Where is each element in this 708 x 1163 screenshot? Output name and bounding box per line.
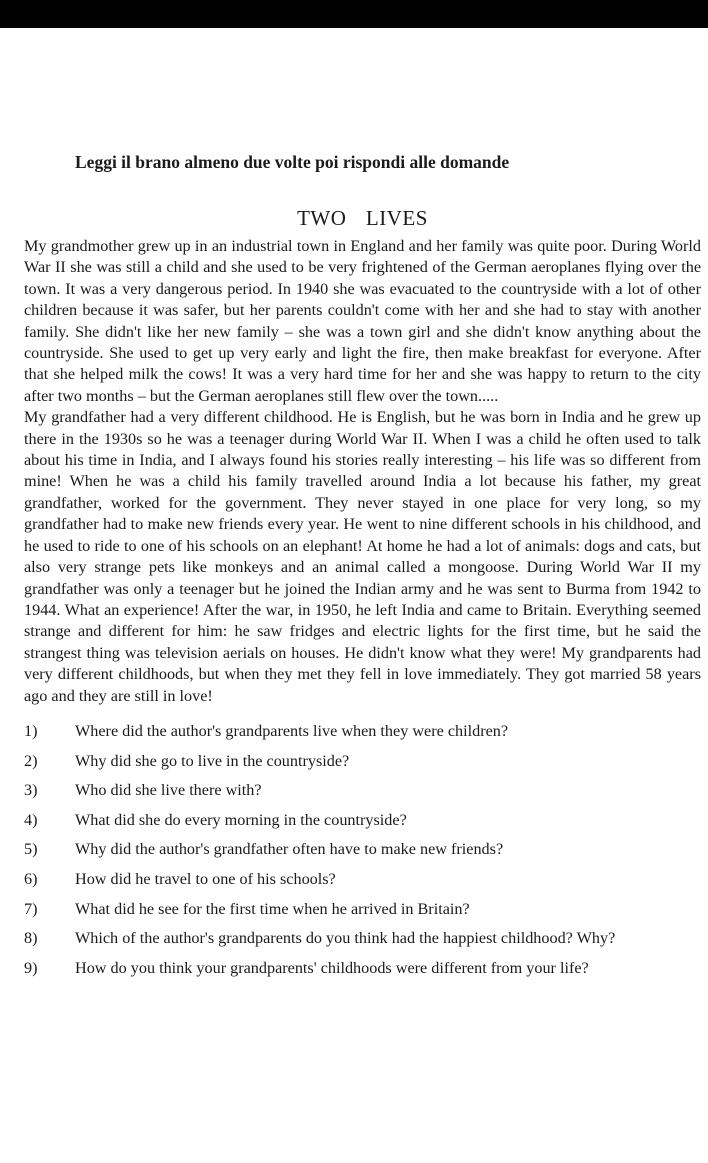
- question-item: [24, 839, 701, 869]
- question-number: 7): [24, 899, 38, 918]
- question-item: [24, 810, 701, 840]
- question-text: What did she do every morning in the countryside?: [75, 810, 407, 829]
- question-number: 9): [24, 958, 38, 977]
- question-number: 6): [24, 869, 38, 888]
- question-text: Which of the author's grandparents do you think had the happiest childhood? Why?: [75, 929, 616, 948]
- question-text: What did he see for the first time when he arrived in Britain?: [75, 899, 470, 918]
- status-bar: [0, 0, 708, 28]
- question-text: Why did she go to live in the countryside?: [75, 751, 350, 770]
- question-item: [24, 958, 701, 988]
- instruction-heading: Leggi il brano almeno due volte poi rispondi alle domande: [75, 152, 510, 172]
- question-item: [24, 751, 701, 781]
- question-item: [24, 928, 701, 958]
- question-list: [24, 721, 701, 987]
- document-page: [24, 150, 701, 987]
- question-item: [24, 780, 701, 810]
- question-number: 8): [24, 929, 38, 948]
- question-item: [24, 869, 701, 899]
- question-number: 3): [24, 781, 38, 800]
- question-item: [24, 899, 701, 929]
- paragraph-grandmother: My grandmother grew up in an industrial town in England and her family was quite poor. During World War II she was still a child and she used to be very frightened of the German aeroplanes flying over the town. It was a very dangerous period. In 1940 she was evacuated to the countryside with a lot of other children because it was safer, but her parents couldn't come with her and she had to stay with another family. She didn't like her new family – she was a town girl and she didn't know anything about the countryside. She used to get up very early and light the fire, then make breakfast for everyone. After that she helped milk the cows! It was a very hard time for her and she was happy to return to the city after two months – but the German aeroplanes still flew over the town.....: [24, 237, 701, 405]
- question-text: Where did the author's grandparents live when they were children?: [75, 721, 509, 740]
- question-number: 1): [24, 721, 38, 740]
- paragraph-grandfather: My grandfather had a very different childhood. He is English, but he was born in India and he grew up there in the 1930s so he was a teenager during World War II. When I was a child he often used to talk about his time in India, and I always found his stories really interesting – his life was so different from mine! When he was a child his family travelled around India a lot because his father, my great grandfather, worked for the government. They never stayed in one place for very long, so my grandfather had to make new friends every year. He went to nine different schools in his childhood, and he used to ride to one of his schools on an elephant! At home he had a lot of animals: dogs and cats, but also very strange pets like monkeys and an animal called a mongoose. During World War II my grandfather was only a teenager but he joined the Indian army and he was sent to Burma from 1942 to 1944. What an experience! After the war, in 1950, he left India and came to Britain. Everything seemed strange and different for him: he saw fridges and electric lights for the first time, but he said the strangest thing was television aerials on houses. He didn't know what they were! My grandparents had very different childhoods, but when they met they fell in love immediately. They got married 58 years ago and they are still in love!: [24, 408, 701, 705]
- question-number: 4): [24, 810, 38, 829]
- story-title: [24, 206, 701, 230]
- story-title-text: TWO LIVES: [297, 206, 428, 230]
- question-text: How do you think your grandparents' childhoods were different from your life?: [75, 958, 589, 977]
- question-number: 5): [24, 840, 38, 859]
- question-text: How did he travel to one of his schools?: [75, 869, 336, 888]
- question-text: Who did she live there with?: [75, 781, 262, 800]
- question-text: Why did the author's grandfather often have to make new friends?: [75, 840, 504, 859]
- question-number: 2): [24, 751, 38, 770]
- question-item: [24, 721, 701, 751]
